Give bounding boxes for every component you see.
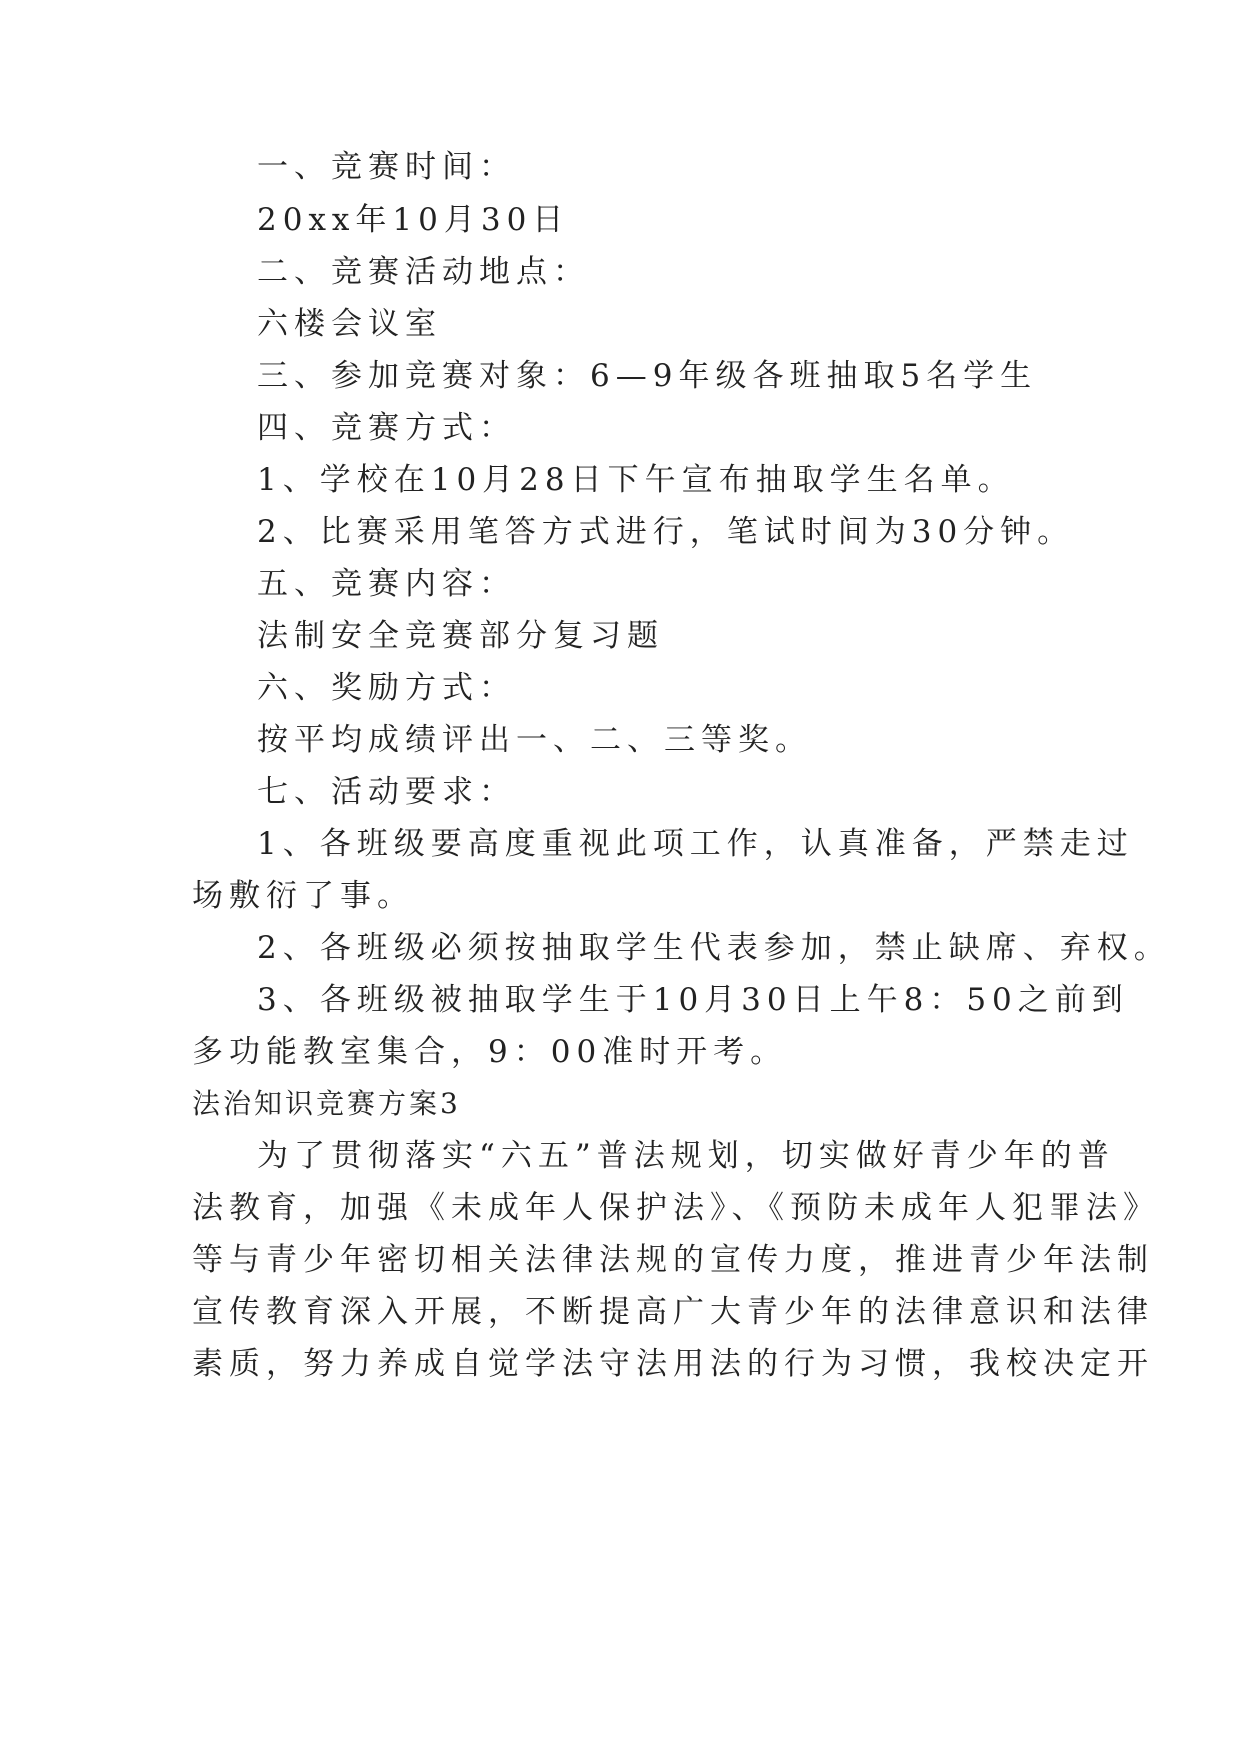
paragraph-line-1: 为了贯彻落实“六五”普法规划，切实做好青少年的普	[257, 1138, 1115, 1174]
paragraph-line-2: 法教育，加强《未成年人保护法》、《预防未成年人犯罪法》	[192, 1190, 1160, 1226]
paragraph-line-5: 素质，努力养成自觉学法守法用法的行为习惯，我校决定开	[192, 1346, 1154, 1382]
text-venue: 六楼会议室	[257, 306, 442, 342]
text-requirement-3-line-1: 3、各班级被抽取学生于10月30日上午8：50之前到	[257, 982, 1129, 1018]
section-title: 法治知识竞赛方案3	[192, 1087, 461, 1120]
heading-activity-requirements: 七、活动要求：	[257, 774, 516, 810]
heading-competition-venue: 二、竞赛活动地点：	[257, 254, 590, 290]
text-competition-date: 20xx年10月30日	[257, 202, 570, 238]
heading-competition-method: 四、竞赛方式：	[257, 410, 516, 446]
text-requirement-1-line-2: 场敷衍了事。	[192, 878, 414, 914]
text-content: 法制安全竞赛部分复习题	[257, 618, 664, 654]
heading-competition-time: 一、竞赛时间：	[257, 149, 516, 185]
text-method-item-1: 1、学校在10月28日下午宣布抽取学生名单。	[257, 462, 1015, 498]
text-method-item-2: 2、比赛采用笔答方式进行，笔试时间为30分钟。	[257, 514, 1075, 550]
paragraph-line-3: 等与青少年密切相关法律法规的宣传力度，推进青少年法制	[192, 1242, 1154, 1278]
text-requirement-1-line-1: 1、各班级要高度重视此项工作，认真准备，严禁走过	[257, 826, 1134, 862]
text-awards: 按平均成绩评出一、二、三等奖。	[257, 722, 812, 758]
text-requirement-3-line-2: 多功能教室集合，9：00准时开考。	[192, 1034, 788, 1070]
heading-competition-content: 五、竞赛内容：	[257, 566, 516, 602]
heading-award-method: 六、奖励方式：	[257, 670, 516, 706]
paragraph-line-4: 宣传教育深入开展，不断提高广大青少年的法律意识和法律	[192, 1294, 1154, 1330]
text-participants: 三、参加竞赛对象：6—9年级各班抽取5名学生	[257, 358, 1038, 394]
text-requirement-2: 2、各班级必须按抽取学生代表参加，禁止缺席、弃权。	[257, 930, 1171, 966]
